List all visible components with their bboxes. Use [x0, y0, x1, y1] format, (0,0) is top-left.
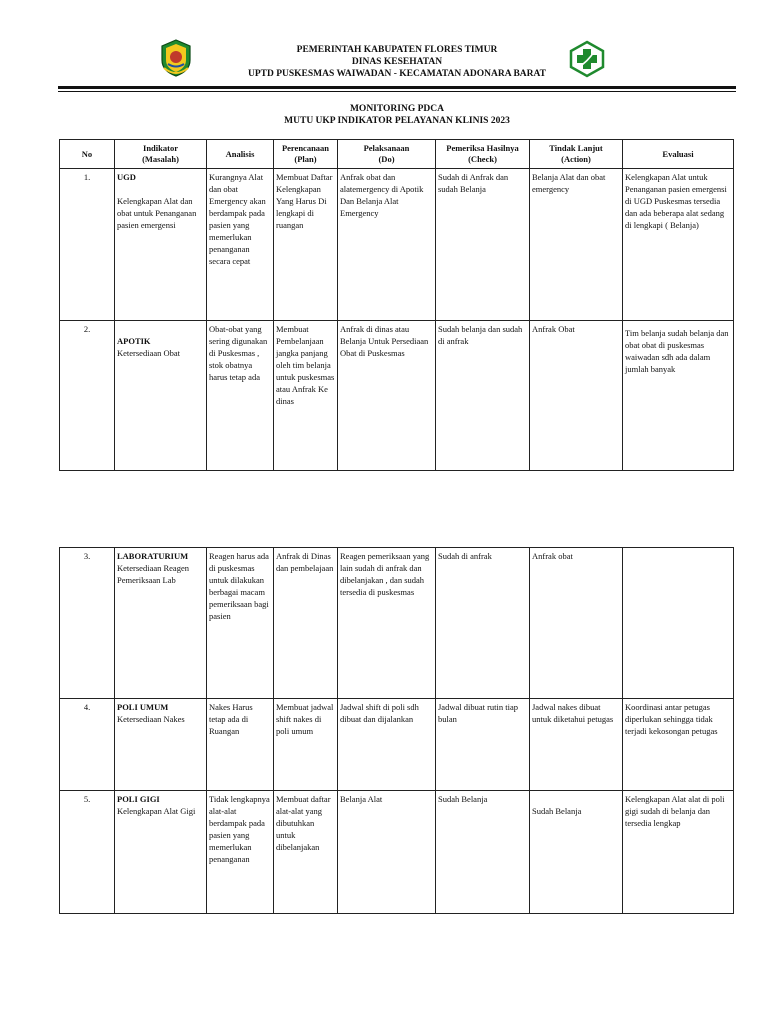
row-analisis: Nakes Harus tetap ada di Ruangan: [207, 699, 274, 791]
row-no: 3.: [60, 548, 115, 699]
kop-line-1: PEMERINTAH KABUPATEN FLORES TIMUR: [296, 45, 498, 55]
row-evaluasi: Koordinasi antar petugas diperlukan sehingga tidak terjadi kekosongan petugas: [623, 699, 734, 791]
kop-line-2: DINAS KESEHATAN: [351, 57, 443, 67]
row-action: Belanja Alat dan obat emergency: [530, 169, 623, 321]
unit-name: APOTIK: [117, 336, 151, 346]
row-evaluasi: Kelengkapan Alat alat di poli gigi sudah di belanja dan tersedia lengkap: [623, 791, 734, 914]
row-analisis: Obat-obat yang sering digunakan di Puskesmas , stok obatnya harus tetap ada: [207, 321, 274, 471]
masalah-text: Ketersediaan Obat: [117, 348, 181, 358]
row-indikator: [115, 699, 207, 791]
table-row: [60, 791, 734, 914]
row-do: Belanja Alat: [338, 791, 436, 914]
row-check: Sudah belanja dan sudah di anfrak: [436, 321, 530, 471]
row-do: Anfrak di dinas atau Belanja Untuk Persediaan Obat di Puskesmas: [338, 321, 436, 471]
row-action: Sudah Belanja: [530, 791, 623, 914]
table-row: [60, 321, 734, 471]
table-row: [60, 548, 734, 699]
row-do: Anfrak obat dan alatemergency di Apotik Dan Belanja Alat Emergency: [338, 169, 436, 321]
row-no: 5.: [60, 791, 115, 914]
row-plan: Membuat Daftar Kelengkapan Yang Harus Di lengkapi di ruangan: [274, 169, 338, 321]
unit-name: UGD: [117, 172, 136, 182]
row-do: Jadwal shift di poli sdh dibuat dan dijalankan: [338, 699, 436, 791]
row-evaluasi: [623, 548, 734, 699]
row-indikator: [115, 321, 207, 471]
row-analisis: Kurangnya Alat dan obat Emergency akan berdampak pada pasien yang memerlukan penanganan secara cepat: [207, 169, 274, 321]
document-title: [58, 103, 736, 127]
letterhead-rule-thin: [58, 91, 736, 92]
row-action: Anfrak Obat: [530, 321, 623, 471]
header-action: Tindak Lanjut (Action): [530, 140, 623, 169]
kop-line-3: UPTD PUSKESMAS WAIWADAN - KECAMATAN ADONARA BARAT: [247, 69, 547, 79]
pdca-table-part-2: [59, 547, 734, 914]
masalah-text: Ketersediaan Reagen Pemeriksaan Lab: [117, 563, 189, 585]
letterhead: [58, 40, 736, 90]
title-line-2: MUTU UKP INDIKATOR PELAYANAN KLINIS 2023: [284, 116, 510, 126]
header-do: Pelaksanaan (Do): [338, 140, 436, 169]
masalah-text: Kelengkapan Alat dan obat untuk Penanganan pasien emergensi: [117, 196, 197, 230]
row-plan: Membuat jadwal shift nakes di poli umum: [274, 699, 338, 791]
title-line-1: MONITORING PDCA: [349, 104, 445, 114]
header-indikator: Indikator (Masalah): [115, 140, 207, 169]
header-plan: Perencanaan (Plan): [274, 140, 338, 169]
row-check: Jadwal dibuat rutin tiap bulan: [436, 699, 530, 791]
row-action: Jadwal nakes dibuat untuk diketahui petugas: [530, 699, 623, 791]
letterhead-rule-thick: [58, 86, 736, 89]
unit-name: POLI GIGI: [117, 794, 160, 804]
row-analisis: Tidak lengkapnya alat-alat berdampak pada pasien yang memerlukan penanganan: [207, 791, 274, 914]
table-header-row: [60, 140, 734, 169]
row-check: Sudah di Anfrak dan sudah Belanja: [436, 169, 530, 321]
row-indikator: [115, 548, 207, 699]
table-row: [60, 169, 734, 321]
row-evaluasi: Kelengkapan Alat untuk Penanganan pasien emergensi di UGD Puskesmas tersedia dan ada beberapa alat sedang di lengkapi ( Belanja): [623, 169, 734, 321]
row-analisis: Reagen harus ada di puskesmas untuk dilakukan berbagai macam pemeriksaan bagi pasien: [207, 548, 274, 699]
header-check: Pemeriksa Hasilnya (Check): [436, 140, 530, 169]
row-plan: Membuat daftar alat-alat yang dibutuhkan untuk dibelanjakan: [274, 791, 338, 914]
row-plan: Membuat Pembelanjaan jangka panjang oleh tim belanja untuk puskesmas atau Anfrak Ke dinas: [274, 321, 338, 471]
row-plan: Anfrak di Dinas dan pembelajaan: [274, 548, 338, 699]
row-no: 2.: [60, 321, 115, 471]
row-no: 1.: [60, 169, 115, 321]
masalah-text: Kelengkapan Alat Gigi: [117, 806, 196, 816]
unit-name: LABORATURIUM: [117, 551, 189, 561]
row-do: Reagen pemeriksaan yang lain sudah di anfrak dan dibelanjakan , dan sudah tersedia di puskesmas: [338, 548, 436, 699]
header-evaluasi: Evaluasi: [623, 140, 734, 169]
row-indikator: [115, 791, 207, 914]
row-check: Sudah di anfrak: [436, 548, 530, 699]
unit-name: POLI UMUM: [117, 702, 169, 712]
masalah-text: Ketersediaan Nakes: [117, 714, 185, 724]
row-check: Sudah Belanja: [436, 791, 530, 914]
header-no: No: [60, 140, 115, 169]
puskesmas-logo-icon: [568, 40, 606, 78]
row-evaluasi: Tim belanja sudah belanja dan obat obat di puskesmas waiwadan sdh ada dalam jumlah banyak: [623, 321, 734, 471]
pdca-table-part-1: [59, 139, 734, 471]
row-indikator: [115, 169, 207, 321]
row-action: Anfrak obat: [530, 548, 623, 699]
header-analisis: Analisis: [207, 140, 274, 169]
row-no: 4.: [60, 699, 115, 791]
table-row: [60, 699, 734, 791]
